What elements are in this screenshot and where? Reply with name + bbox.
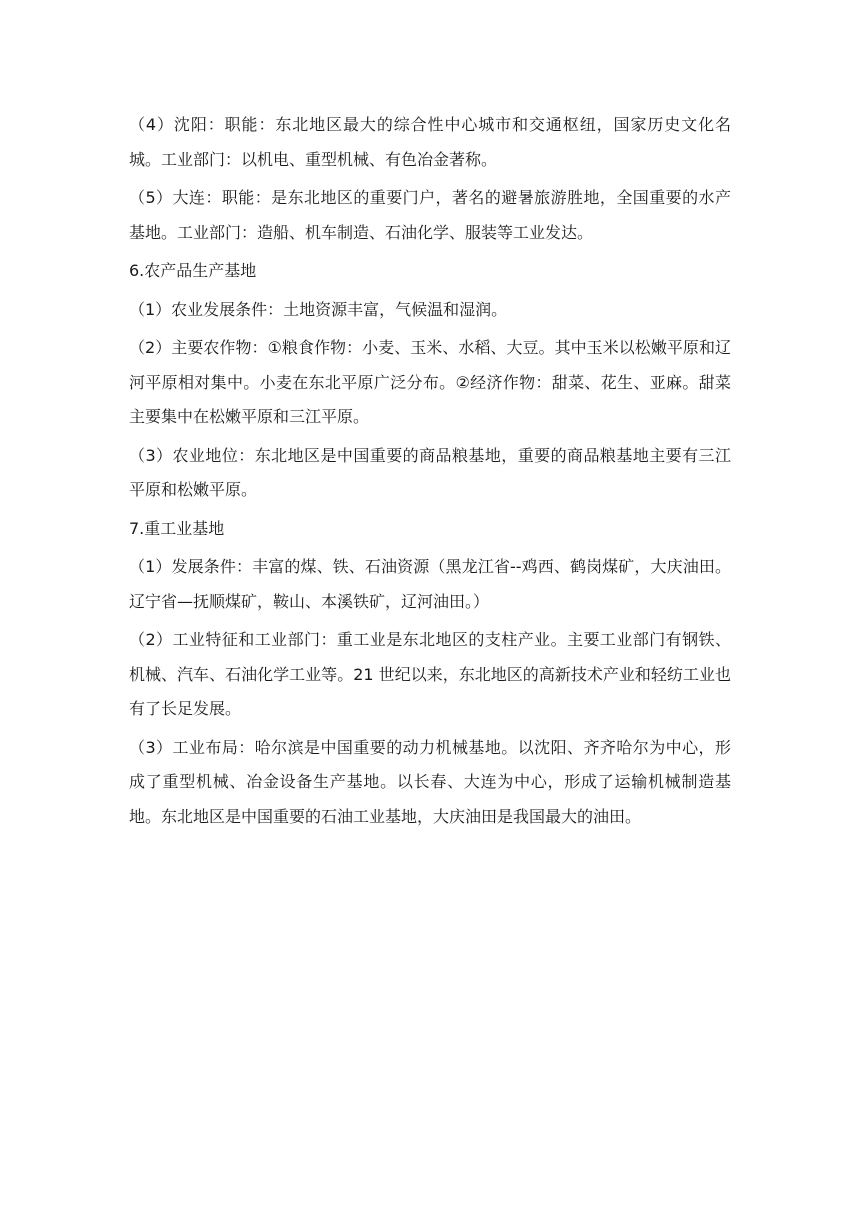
paragraph-agri-conditions: （1）农业发展条件：土地资源丰富，气候温和湿润。 [129,299,508,319]
document-body [129,108,731,838]
paragraph-industry-features: （2）工业特征和工业部门：重工业是东北地区的支柱产业。主要工业部门有钢铁、机械、汽车、石油化学工业等。21 世纪以来，东北地区的高新技术产业和轻纺工业也有了长足发展。 [129,630,731,718]
paragraph-industry-conditions: （1）发展条件：丰富的煤、铁、石油资源（黑龙江省--鸡西、鹤岗煤矿，大庆油田。辽宁省—抚顺煤矿，鞍山、本溪铁矿，辽河油田。） [129,557,731,611]
paragraph-dalian: （5）大连：职能：是东北地区的重要门户，著名的避暑旅游胜地，全国重要的水产基地。工业部门：造船、机车制造、石油化学、服装等工业发达。 [129,188,731,242]
section-heading-heavy-industry: 7.重工业基地 [129,518,225,538]
paragraph-agri-status: （3）农业地位：东北地区是中国重要的商品粮基地，重要的商品粮基地主要有三江平原和松嫩平原。 [129,445,731,499]
paragraph-shenyang: （4）沈阳：职能：东北地区最大的综合性中心城市和交通枢纽，国家历史文化名城。工业部门：以机电、重型机械、有色冶金著称。 [129,115,731,169]
paragraph-industry-layout: （3）工业布局：哈尔滨是中国重要的动力机械基地。以沈阳、齐齐哈尔为中心，形成了重型机械、冶金设备生产基地。以长春、大连为中心，形成了运输机械制造基地。东北地区是中国重要的石油工业基地，大庆油田是我国最大的油田。 [129,737,731,826]
paragraph-main-crops: （2）主要农作物：①粮食作物：小麦、玉米、水稻、大豆。其中玉米以松嫩平原和辽河平原相对集中。小麦在东北平原广泛分布。②经济作物：甜菜、花生、亚麻。甜菜主要集中在松嫩平原和三江平原。 [129,338,731,426]
section-heading-agriculture: 6.农产品生产基地 [129,261,257,280]
